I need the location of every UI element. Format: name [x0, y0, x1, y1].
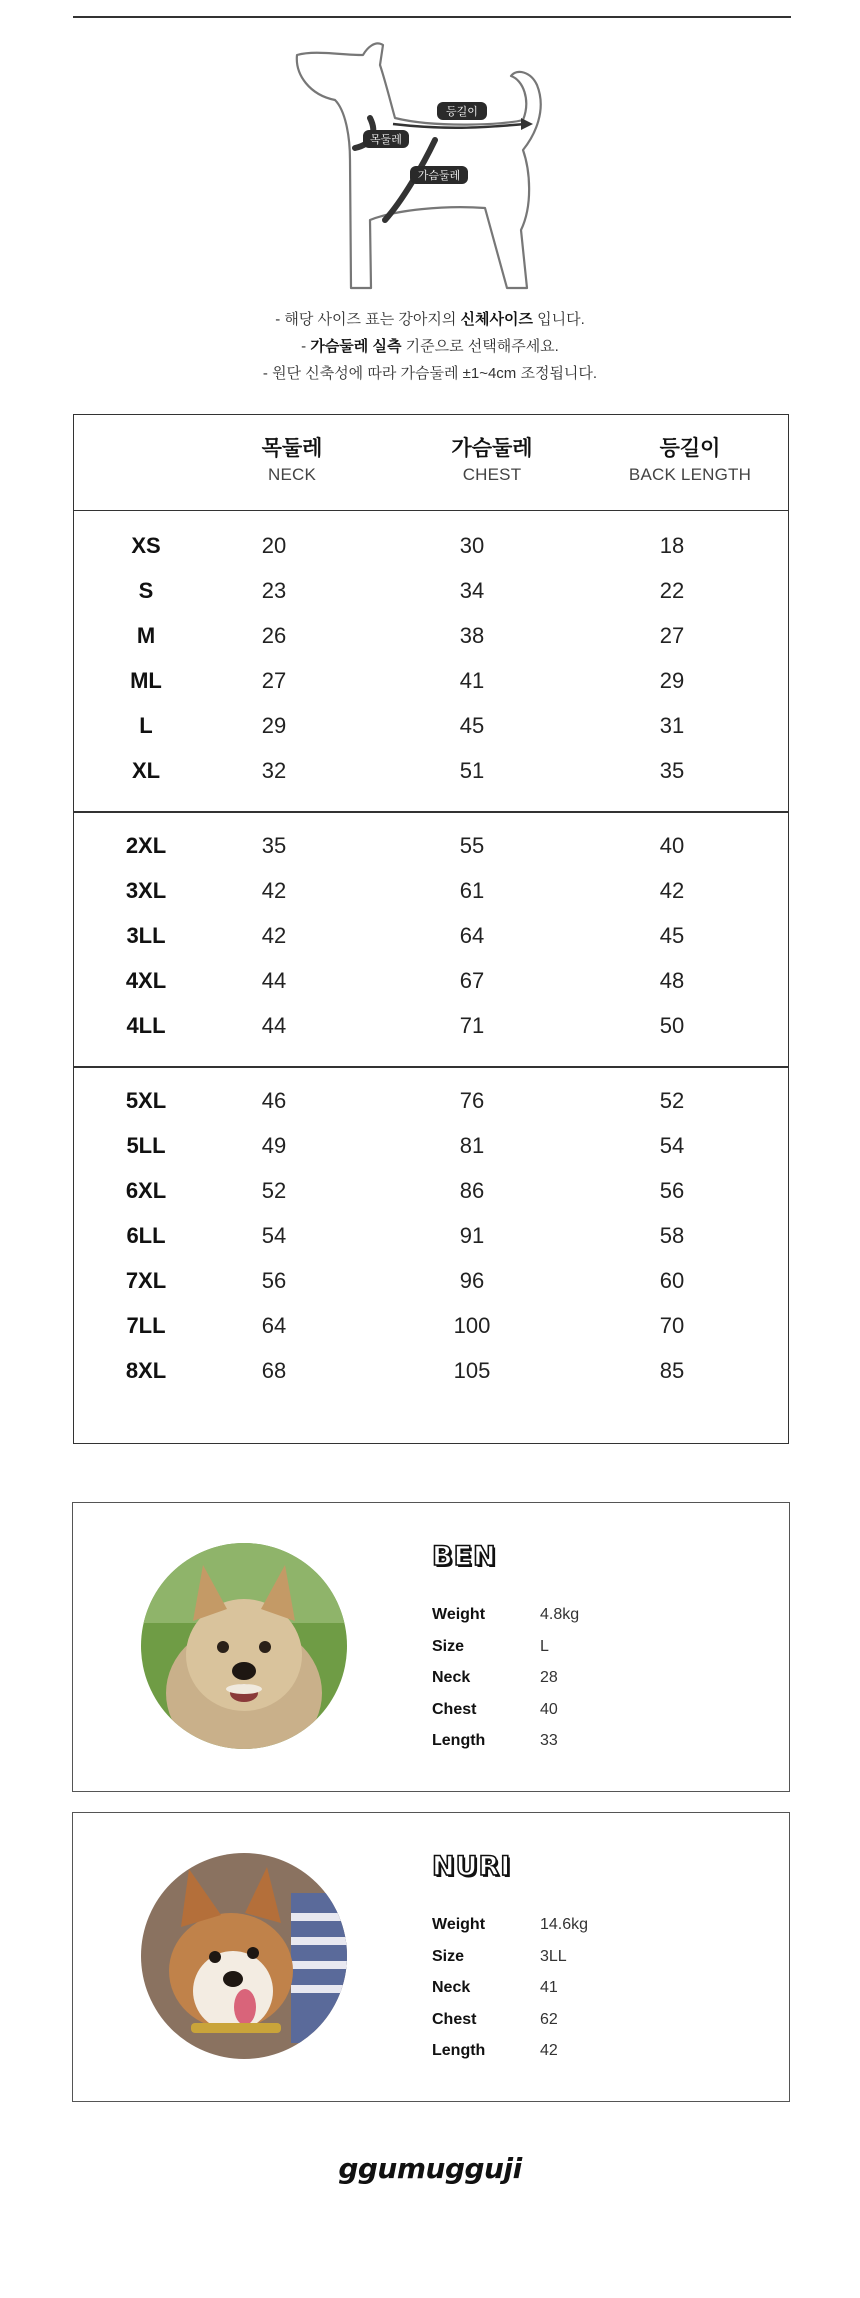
stat-value: 3LL — [540, 1947, 567, 1965]
stat-label: Size — [432, 1637, 465, 1655]
size-label: 6LL — [126, 1223, 166, 1248]
stat-label: Length — [432, 1732, 486, 1749]
size-label: L — [139, 713, 153, 738]
neck-value: 56 — [261, 1268, 287, 1293]
table-row — [74, 613, 788, 658]
neck-value: 23 — [261, 578, 287, 603]
stat-row-size — [432, 1941, 567, 1973]
size-label: 7XL — [125, 1268, 167, 1293]
stat-value: 4.8kg — [540, 1606, 580, 1623]
table-row — [74, 1123, 788, 1168]
chest-value: 34 — [459, 578, 485, 603]
chest-value: 64 — [459, 923, 485, 948]
top-divider — [73, 16, 791, 18]
table-row — [74, 958, 788, 1003]
back-length-value: 45 — [659, 923, 685, 948]
table-row — [74, 1348, 788, 1393]
back-length-value: 18 — [659, 533, 685, 558]
neck-value: 42 — [261, 923, 287, 948]
group-divider — [74, 1066, 788, 1068]
size-label: XL — [131, 758, 161, 783]
table-row — [74, 1003, 788, 1048]
back-length-value: 58 — [659, 1223, 685, 1248]
table-row — [74, 748, 788, 793]
neck-tag: 목둘레 — [370, 133, 402, 146]
table-row — [74, 523, 788, 568]
size-label: 5LL — [126, 1133, 166, 1158]
stat-row-length — [432, 2035, 558, 2067]
chest-value: 61 — [459, 878, 485, 903]
table-row — [74, 1213, 788, 1258]
neck-value: 49 — [261, 1133, 287, 1158]
back-length-value: 52 — [659, 1088, 685, 1113]
stat-row-neck — [432, 1972, 558, 2004]
neck-value: 44 — [261, 968, 287, 993]
back-length-value: 42 — [659, 878, 685, 903]
note-line-1: - 해당 사이즈 표는 강아지의 신체사이즈 입니다. — [275, 311, 585, 328]
size-label: S — [138, 578, 154, 603]
neck-value: 20 — [261, 533, 287, 558]
neck-value: 42 — [261, 878, 287, 903]
stat-value: 42 — [540, 2042, 558, 2059]
back-length-value: 35 — [659, 758, 685, 783]
size-label: 5XL — [125, 1088, 167, 1113]
brand-logo: ggumugguji — [338, 2152, 522, 2185]
stat-label: Neck — [432, 1979, 471, 1996]
stat-value: 62 — [540, 2010, 558, 2028]
table-row — [74, 1168, 788, 1213]
back-length-value: 22 — [659, 578, 685, 603]
back-length-value: 85 — [659, 1358, 685, 1383]
table-header — [74, 415, 788, 511]
stat-row-size — [432, 1631, 549, 1663]
size-label: XS — [131, 533, 161, 558]
stat-row-weight — [432, 1909, 588, 1941]
chest-value: 55 — [459, 833, 485, 858]
table-row — [74, 1258, 788, 1303]
chest-value: 81 — [459, 1133, 485, 1158]
table-row — [74, 1078, 788, 1123]
back-length-value: 48 — [659, 968, 685, 993]
chest-value: 67 — [459, 968, 485, 993]
ben-photo — [141, 1543, 347, 1749]
header-back-length: 등길이 BACK LENGTH — [628, 437, 752, 484]
neck-value: 64 — [261, 1313, 287, 1338]
stat-label: Neck — [432, 1669, 471, 1686]
table-row — [74, 868, 788, 913]
table-row — [74, 658, 788, 703]
ben-name: BEN — [432, 1541, 497, 1572]
neck-value: 44 — [261, 1013, 287, 1038]
size-label: 8XL — [125, 1358, 167, 1383]
note-line-3: - 원단 신축성에 따라 가슴둘레 ±1~4cm 조정됩니다. — [262, 365, 598, 382]
size-label: 4XL — [125, 968, 167, 993]
size-notes — [0, 306, 860, 387]
group-divider — [74, 811, 788, 813]
table-row — [74, 568, 788, 613]
neck-value: 29 — [261, 713, 287, 738]
chest-value: 86 — [459, 1178, 485, 1203]
stat-value: 40 — [540, 1700, 558, 1718]
nuri-name: NURI — [432, 1851, 512, 1882]
header-neck: 목둘레 NECK — [261, 437, 323, 484]
stat-label: Length — [432, 2042, 486, 2059]
stat-value: 41 — [540, 1979, 558, 1996]
size-label: M — [136, 623, 156, 648]
size-label: 2XL — [125, 833, 167, 858]
back-length-value: 60 — [659, 1268, 685, 1293]
stat-row-neck — [432, 1662, 558, 1694]
stat-label: Chest — [432, 2010, 477, 2028]
chest-value: 96 — [459, 1268, 485, 1293]
stat-row-chest — [432, 2004, 558, 2036]
chest-value: 91 — [459, 1223, 485, 1248]
stat-row-length — [432, 1725, 558, 1757]
size-label: 4LL — [126, 1013, 166, 1038]
size-label: ML — [130, 668, 162, 693]
size-chart-table — [73, 414, 789, 1444]
chest-value: 100 — [453, 1313, 491, 1338]
back-length-value: 29 — [659, 668, 685, 693]
chest-value: 30 — [459, 533, 485, 558]
table-row — [74, 823, 788, 868]
chest-value: 38 — [459, 623, 485, 648]
stat-label: Chest — [432, 1700, 477, 1718]
table-row — [74, 1303, 788, 1348]
neck-value: 27 — [261, 668, 287, 693]
neck-value: 68 — [261, 1358, 287, 1383]
stat-row-chest — [432, 1694, 558, 1726]
size-label: 3LL — [126, 923, 166, 948]
stat-row-weight — [432, 1599, 579, 1631]
neck-value: 32 — [261, 758, 287, 783]
table-row — [74, 913, 788, 958]
neck-value: 52 — [261, 1178, 287, 1203]
chest-value: 51 — [459, 758, 485, 783]
size-label: 7LL — [126, 1313, 166, 1338]
profile-card-ben — [72, 1502, 790, 1792]
nuri-photo — [141, 1853, 347, 2059]
neck-value: 35 — [261, 833, 287, 858]
stat-label: Weight — [432, 1606, 486, 1623]
back-length-value: 54 — [659, 1133, 685, 1158]
stat-label: Size — [432, 1947, 465, 1965]
size-label: 3XL — [125, 878, 167, 903]
neck-value: 46 — [261, 1088, 287, 1113]
stat-value: 28 — [540, 1669, 558, 1686]
size-label: 6XL — [125, 1178, 167, 1203]
neck-value: 26 — [261, 623, 287, 648]
stat-value: 33 — [540, 1732, 558, 1749]
back-length-value: 27 — [659, 623, 685, 648]
neck-value: 54 — [261, 1223, 287, 1248]
note-line-2: - 가슴둘레 실측 기준으로 선택해주세요. — [301, 338, 559, 355]
back-length-value: 56 — [659, 1178, 685, 1203]
chest-value: 105 — [453, 1358, 491, 1383]
stat-value: 14.6kg — [540, 1916, 589, 1933]
stat-label: Weight — [432, 1916, 486, 1933]
chest-tag: 가슴둘레 — [417, 169, 461, 182]
dog-outline-illustration — [285, 40, 585, 300]
chest-value: 71 — [459, 1013, 485, 1038]
dog-measurement-diagram — [285, 40, 585, 300]
chest-value: 76 — [459, 1088, 485, 1113]
table-row — [74, 703, 788, 748]
profile-card-nuri — [72, 1812, 790, 2102]
back-length-value: 40 — [659, 833, 685, 858]
back-length-value: 50 — [659, 1013, 685, 1038]
chest-value: 41 — [459, 668, 485, 693]
back-length-value: 70 — [659, 1313, 685, 1338]
back-tag: 등길이 — [446, 105, 478, 118]
back-length-value: 31 — [659, 713, 685, 738]
chest-value: 45 — [459, 713, 485, 738]
stat-value: L — [540, 1637, 549, 1655]
header-chest: 가슴둘레 CHEST — [451, 437, 533, 484]
